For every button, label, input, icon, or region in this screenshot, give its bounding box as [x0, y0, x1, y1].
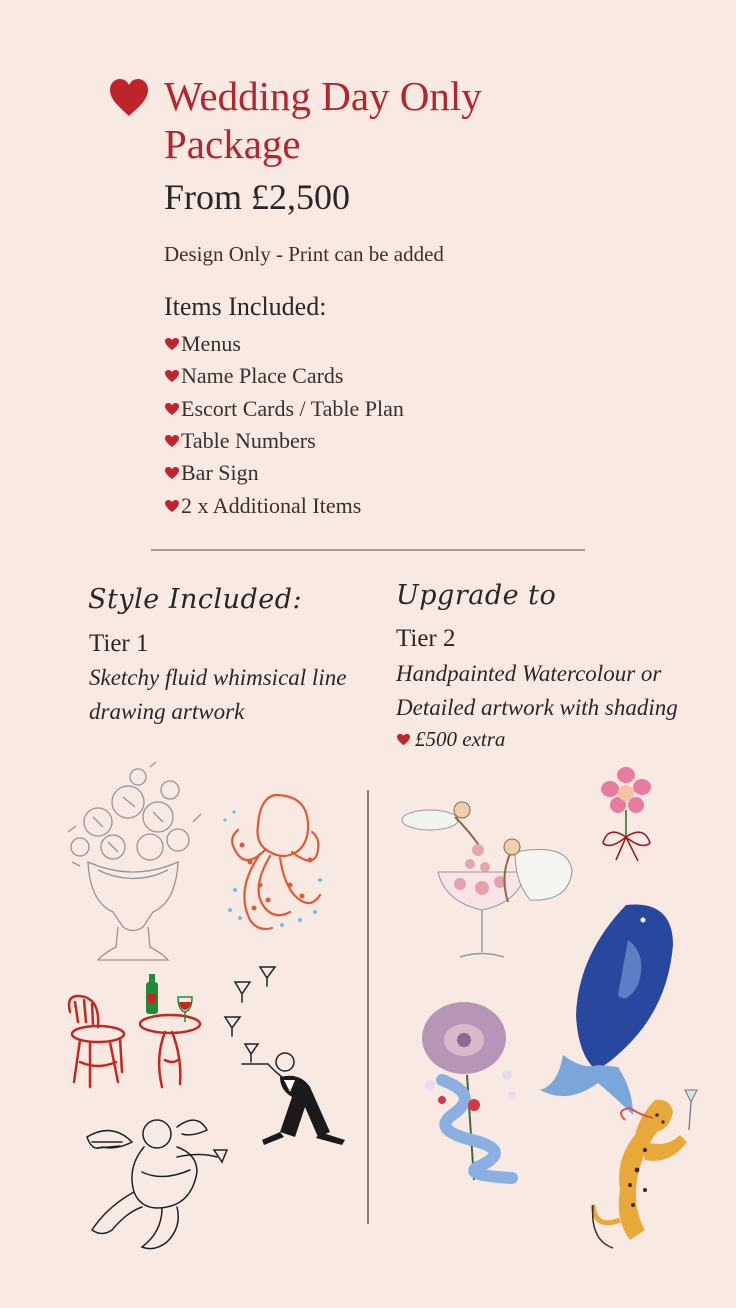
list-item — [164, 328, 404, 360]
peony-ribbon-illustration — [412, 1000, 537, 1185]
list-item — [164, 489, 404, 521]
list-item-label: 2 x Additional Items — [181, 492, 362, 518]
list-item-label: Name Place Cards — [181, 363, 344, 389]
heart-icon — [164, 402, 180, 416]
cherub-illustration — [82, 1112, 242, 1254]
list-item — [164, 425, 404, 457]
package-price: From £2,500 — [164, 177, 351, 217]
column-divider — [367, 790, 369, 1224]
urn-flowers-illustration — [58, 762, 208, 967]
heart-icon — [108, 78, 150, 118]
octopus-illustration — [220, 790, 330, 935]
list-item — [164, 457, 404, 489]
tier-2-extra — [396, 727, 505, 752]
section-divider — [151, 549, 585, 551]
upgrade-heading: Upgrade to — [396, 580, 557, 611]
tier-2-extra-label: £500 extra — [415, 727, 506, 751]
items-heading: Items Included: — [164, 292, 327, 321]
style-included-heading: Style Included: — [88, 584, 303, 615]
list-item — [164, 360, 404, 392]
list-item-label: Bar Sign — [181, 460, 259, 486]
list-item-label: Table Numbers — [181, 428, 316, 454]
tier-2-description: Handpainted Watercolour or Detailed artwork with shading — [396, 661, 678, 720]
heart-icon — [164, 337, 180, 351]
heart-icon — [164, 434, 180, 448]
heart-icon — [164, 369, 180, 383]
cafe-table-illustration — [60, 972, 210, 1097]
tier-1-label: Tier 1 — [89, 630, 149, 657]
heart-icon — [396, 733, 411, 746]
flower-bow-illustration — [598, 765, 658, 865]
items-list — [164, 328, 404, 522]
heart-icon — [164, 499, 180, 513]
list-item-label: Menus — [181, 331, 241, 357]
list-item-label: Escort Cards / Table Plan — [181, 395, 404, 421]
tier-2-label: Tier 2 — [396, 625, 456, 652]
heart-icon — [164, 466, 180, 480]
package-note: Design Only - Print can be added — [164, 242, 444, 266]
leopard-illustration — [585, 1080, 700, 1250]
tier-1-description: Sketchy fluid whimsical line drawing artwork — [89, 665, 347, 724]
list-item — [164, 393, 404, 425]
package-title: Wedding Day Only Package — [164, 73, 482, 167]
